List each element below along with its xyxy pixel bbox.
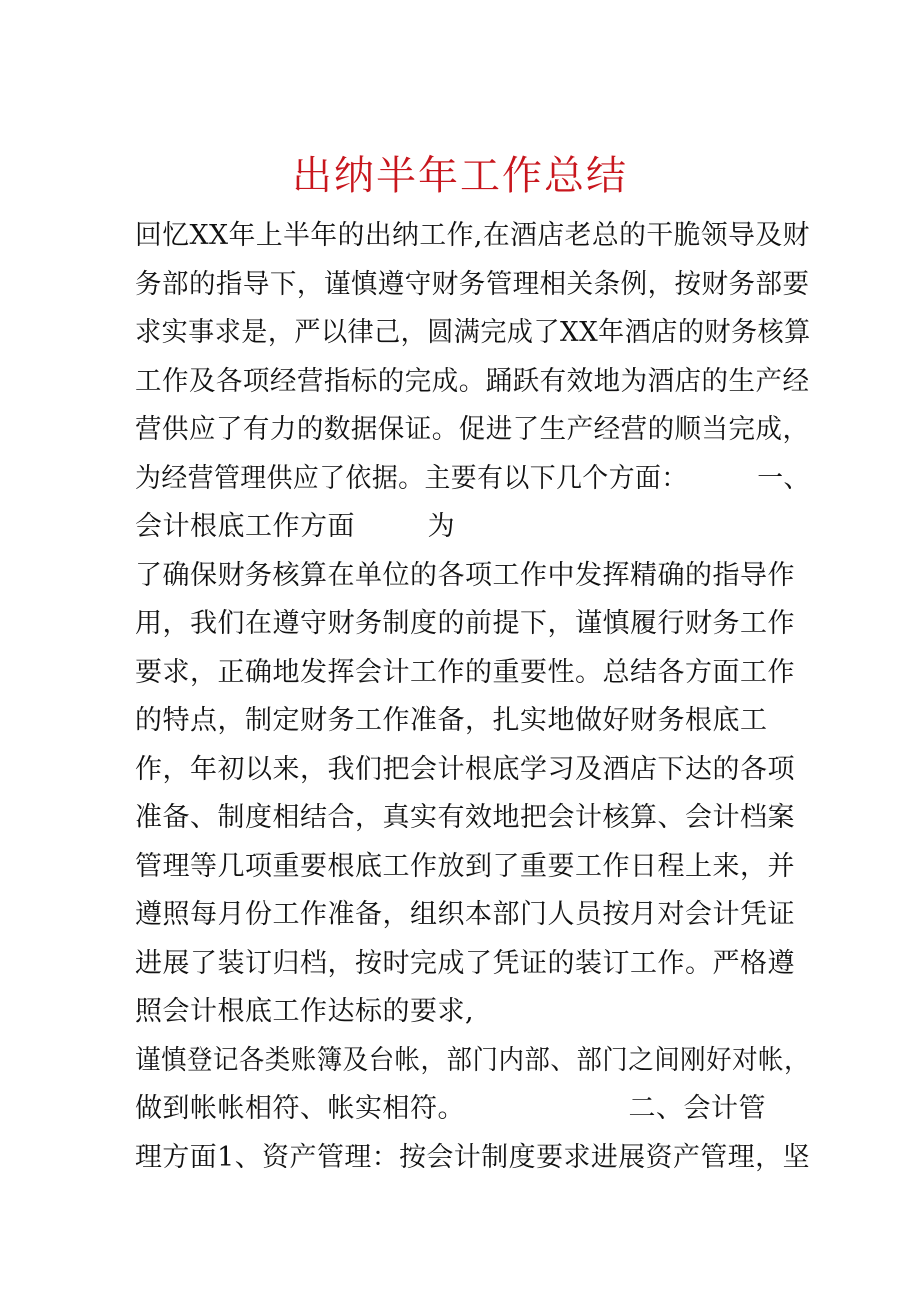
body-line: 用，我们在遵守财务制度的前提下，谨慎履行财务工作: [135, 608, 795, 639]
body-line: 遵照每月份工作准备，组织本部门人员按月对会计凭证: [135, 899, 795, 930]
body-line: 管理等几项重要根底工作放到了重要工作日程上来，并: [135, 851, 795, 882]
body-line: 为经营管理供应了依据。主要有以下几个方面： 一、: [135, 463, 810, 494]
body-line: 的特点，制定财务工作准备，扎实地做好财务根底工: [135, 705, 768, 736]
body-line: 进展了装订归档，按时完成了凭证的装订工作。严格遵: [135, 948, 795, 979]
document-title: 出纳半年工作总结: [292, 153, 628, 199]
body-line: 要求，正确地发挥会计工作的重要性。总结各方面工作: [135, 657, 795, 688]
body-line: 务部的指导下，谨慎遵守财务管理相关条例，按财务部要: [135, 269, 810, 300]
body-line: 回忆XX年上半年的出纳工作,在酒店老总的干脆领导及财: [135, 220, 810, 251]
body-line: 作，年初以来，我们把会计根底学习及酒店下达的各项: [135, 754, 795, 785]
body-line: 照会计根底工作达标的要求,: [135, 996, 475, 1027]
body-line: 理方面1、资产管理：按会计制度要求进展资产管理，坚: [135, 1142, 810, 1173]
body-line: 做到帐帐相符、帐实相符。 二、会计管: [135, 1093, 766, 1124]
body-line: 求实事求是，严以律己，圆满完成了XX年酒店的财务核算: [135, 317, 811, 348]
body-line: 准备、制度相结合，真实有效地把会计核算、会计档案: [135, 802, 795, 833]
body-line: 营供应了有力的数据保证。促进了生产经营的顺当完成，: [135, 414, 810, 445]
body-line: 工作及各项经营指标的完成。踊跃有效地为酒店的生产经: [135, 366, 810, 397]
body-line: 会计根底工作方面 为: [135, 511, 456, 542]
body-line: 谨慎登记各类账簿及台帐，部门内部、部门之间刚好对帐，: [135, 1045, 810, 1076]
body-line: 了确保财务核算在单位的各项工作中发挥精确的指导作: [135, 560, 795, 591]
